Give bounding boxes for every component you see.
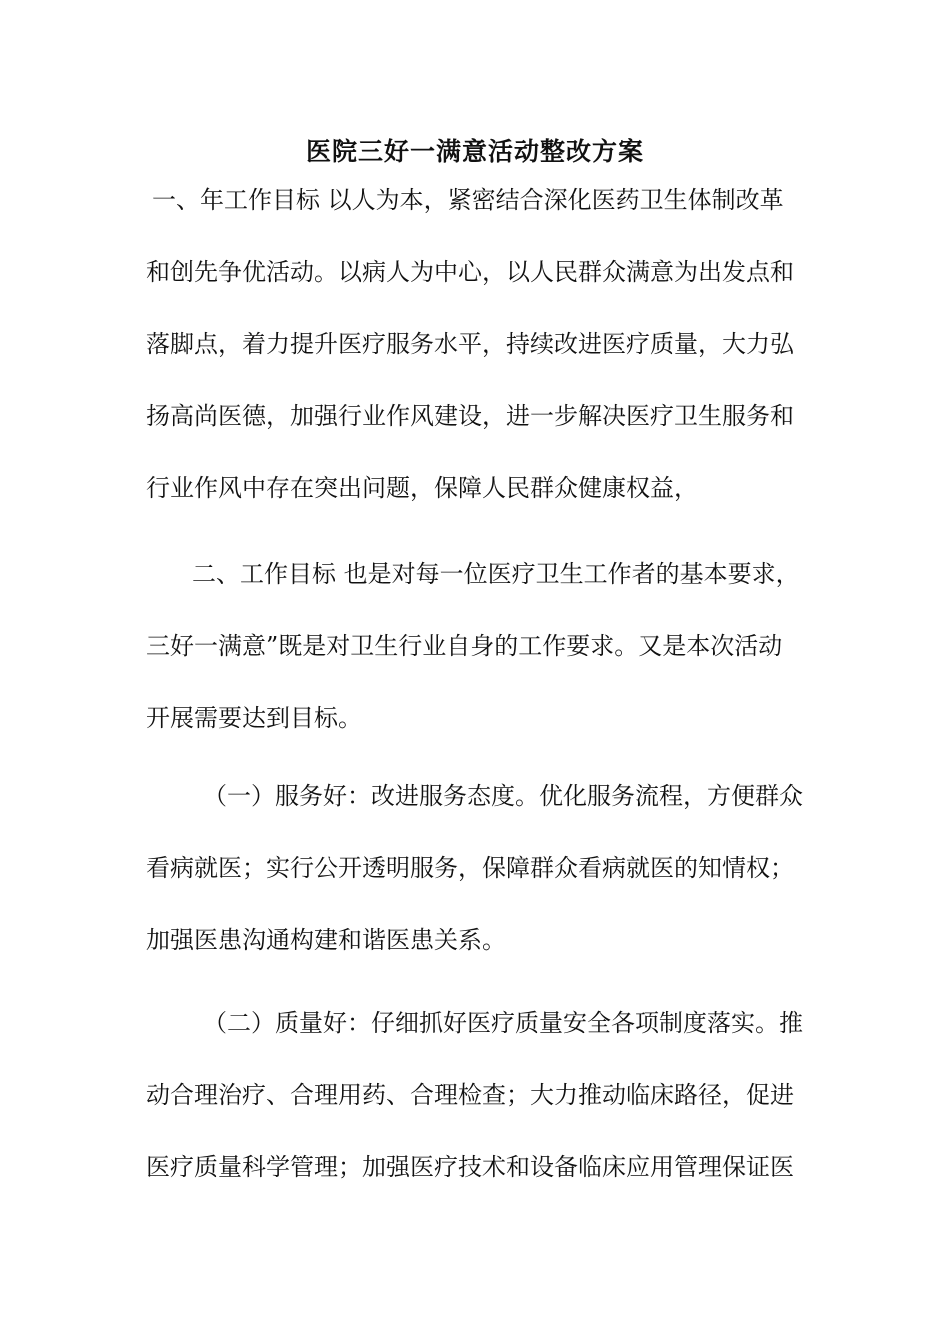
paragraph-line: 和创先争优活动。以病人为中心，以人民群众满意为出发点和	[146, 258, 794, 286]
paragraph-line: 行业作风中存在突出问题，保障人民群众健康权益，	[146, 474, 698, 502]
paragraph-line: 加强医患沟通构建和谐医患关系。	[146, 926, 506, 954]
paragraph-line: 动合理治疗、合理用药、合理检查；大力推动临床路径，促进	[146, 1081, 794, 1109]
paragraph-line: 医疗质量科学管理；加强医疗技术和设备临床应用管理保证医	[146, 1153, 794, 1181]
paragraph-line: （二）质量好：仔细抓好医疗质量安全各项制度落实。推	[203, 1009, 803, 1037]
paragraph-line: （一）服务好：改进服务态度。优化服务流程，方便群众	[203, 782, 803, 810]
paragraph-line: 二、工作目标 也是对每一位医疗卫生工作者的基本要求，	[192, 560, 800, 588]
paragraph-line: 落脚点，着力提升医疗服务水平，持续改进医疗质量，大力弘	[146, 330, 794, 358]
paragraph-line: 三好一满意”既是对卫生行业自身的工作要求。又是本次活动	[146, 632, 783, 660]
paragraph-line: 看病就医；实行公开透明服务，保障群众看病就医的知情权；	[146, 854, 794, 882]
paragraph-line: 扬高尚医德，加强行业作风建设，进一步解决医疗卫生服务和	[146, 402, 794, 430]
paragraph-line: 一、年工作目标 以人为本，紧密结合深化医药卫生体制改革	[152, 186, 784, 214]
document-title: 医院三好一满意活动整改方案	[305, 137, 644, 166]
paragraph-line: 开展需要达到目标。	[146, 704, 362, 732]
